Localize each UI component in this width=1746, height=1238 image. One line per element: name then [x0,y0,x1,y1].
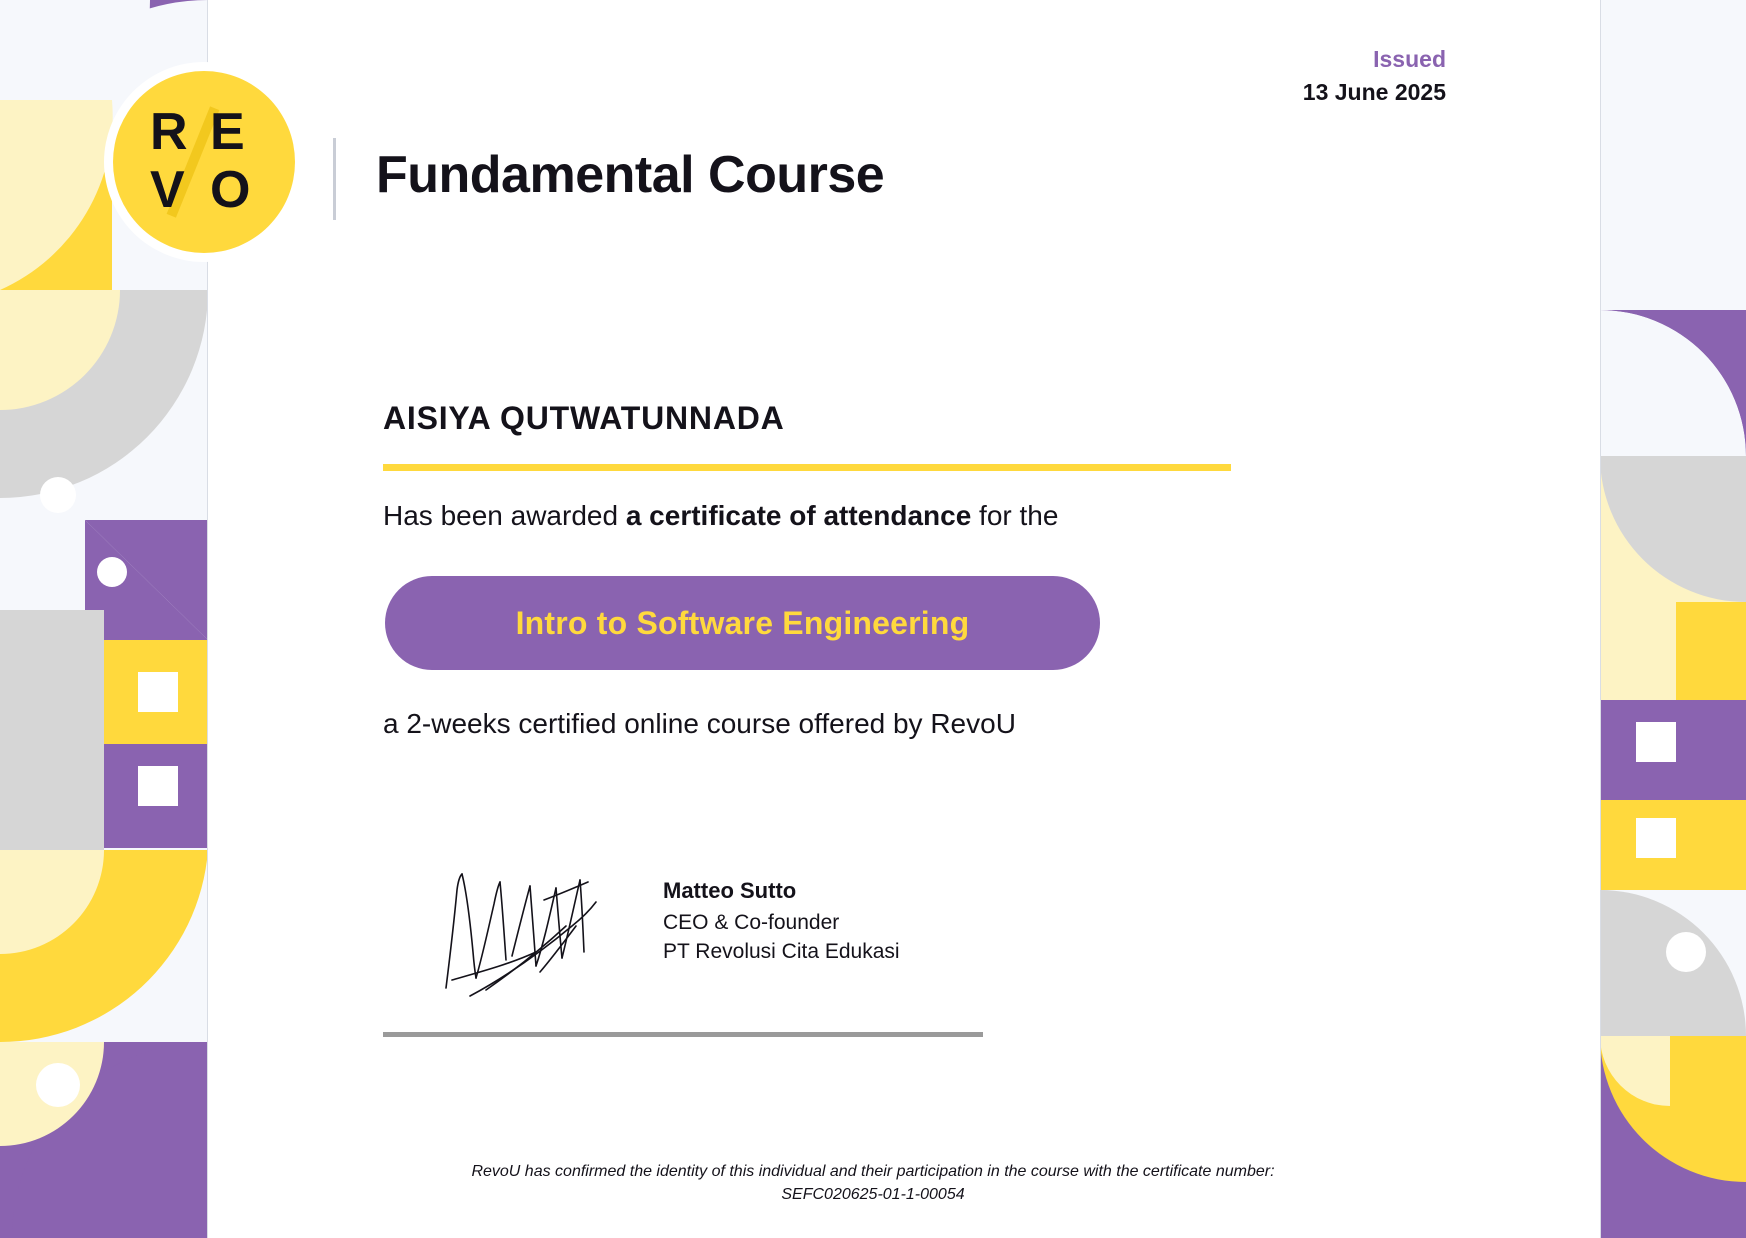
issued-label: Issued [1373,46,1446,72]
issued-block [1303,46,1446,106]
certificate-footer [0,1160,1746,1206]
signature-mark [440,860,630,1000]
recipient-underline [383,464,1231,471]
certificate-number: SEFC020625-01-1-00054 [781,1186,965,1204]
footer-text: RevoU has confirmed the identity of this individual and their participation in the course with the certificate number: [471,1163,1275,1180]
decorative-panel-right [1600,0,1746,1238]
signature-rule [383,1032,983,1037]
right-pattern-graphic [1600,0,1746,1238]
awarded-suffix: for the [971,500,1059,531]
revou-logo [104,62,304,262]
logo-letter-e: E [210,103,244,161]
course-name-label: Intro to Software Engineering [515,604,970,641]
course-name-badge [385,576,1100,670]
signer-block [663,878,900,969]
logo-lettermark [144,102,264,222]
page-title: Fundamental Course [376,146,885,204]
logo-letter-v: V [150,161,184,219]
header-divider [333,138,336,220]
signer-role: CEO & Co-founder [663,911,840,934]
signer-organization: PT Revolusi Cita Edukasi [663,940,900,963]
awarded-prefix: Has been awarded [383,500,626,531]
course-description: a 2-weeks certified online course offered by RevoU [383,708,1016,739]
awarded-emphasis: a certificate of attendance [625,500,972,531]
logo-circle [113,71,295,253]
logo-letter-r: R [150,103,187,161]
signer-name: Matteo Sutto [663,878,797,903]
issued-date: 13 June 2025 [1302,79,1446,105]
logo-letter-o: O [210,161,250,219]
recipient-name: AISIYA QUTWATUNNADA [383,400,785,436]
awarded-statement [383,500,1058,532]
